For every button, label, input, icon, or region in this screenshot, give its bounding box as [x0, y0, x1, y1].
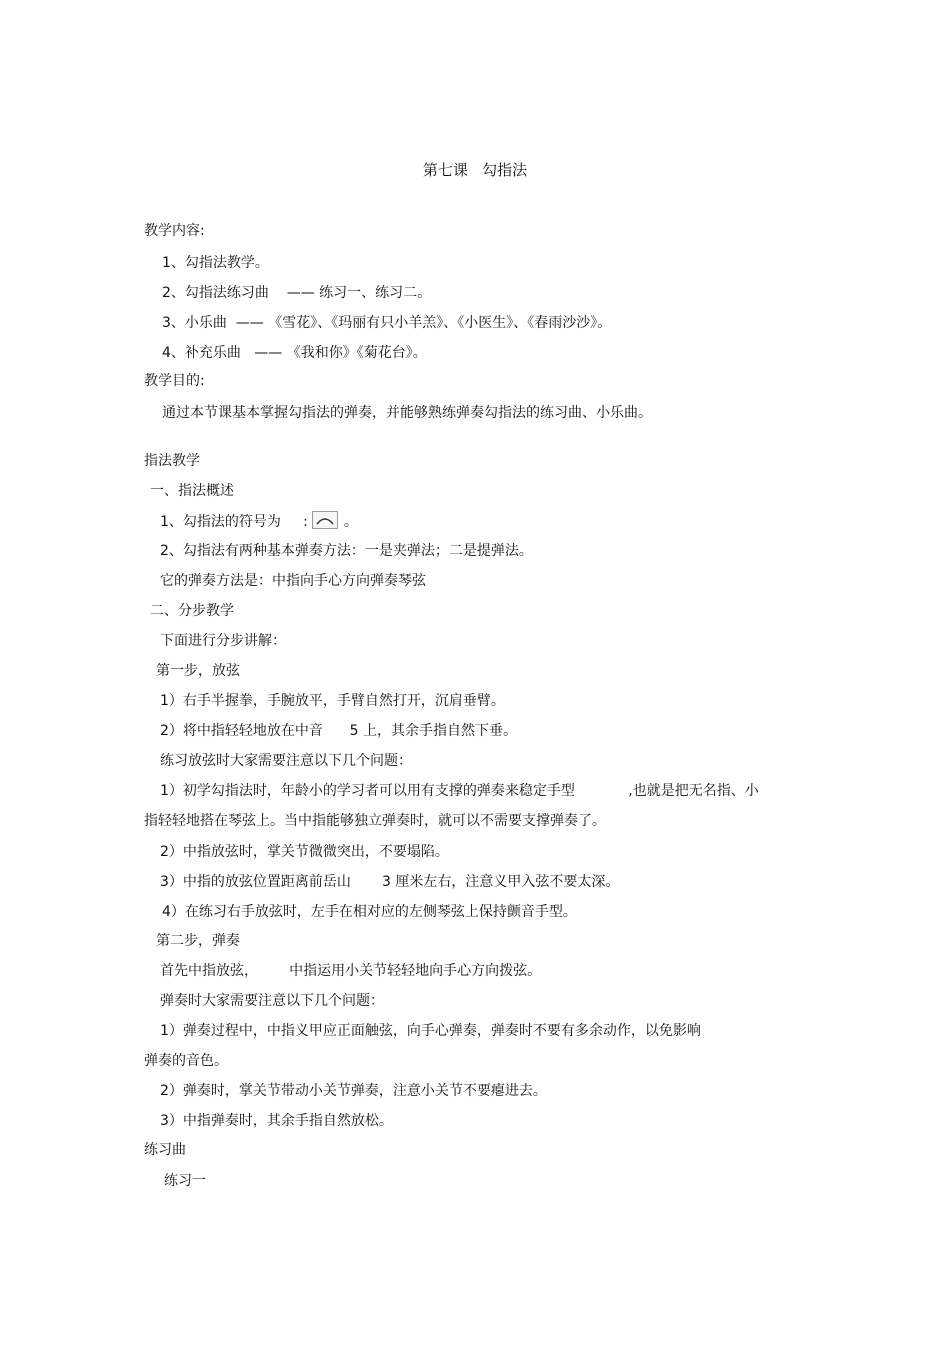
step2-heading: 第二步，弹奏: [156, 933, 240, 949]
page-title: 第七课 勾指法: [422, 161, 528, 179]
s1-item2: 2、勾指法有两种基本弹奏方法：一是夹弹法；二是提弹法。: [160, 543, 533, 559]
step2-note2: 2）弹奏时，掌关节带动小关节弹奏，注意小关节不要瘪进去。: [160, 1083, 547, 1099]
step1-note1-line1: 1）初学勾指法时，年龄小的学习者可以用有支撑的弹奏来稳定手型 ,也就是把无名指、小: [160, 783, 759, 799]
s1-item1-end: 。: [343, 514, 358, 530]
step2-note1-line1: 1）弹奏过程中，中指义甲应正面触弦，向手心弹奏，弹奏时不要有多余动作，以免影响: [160, 1023, 701, 1039]
etude-heading: 练习曲: [144, 1142, 186, 1158]
s1-item1: [160, 511, 358, 532]
goal-heading: 教学目的:: [144, 373, 205, 389]
step1-note1-line2: 指轻轻地搭在琴弦上。当中指能够独立弹奏时，就可以不需要支撑弹奏了。: [144, 813, 606, 829]
step1-notes-heading: 练习放弦时大家需要注意以下几个问题：: [160, 753, 412, 769]
goal-text: 通过本节课基本掌握勾指法的弹奏，并能够熟练弹奏勾指法的练习曲、小乐曲。: [162, 405, 652, 421]
step1-note4: 4）在练习右手放弦时，左手在相对应的左侧琴弦上保持颤音手型。: [162, 904, 577, 920]
step2-note3: 3）中指弹奏时，其余手指自然放松。: [160, 1113, 393, 1129]
section2-heading: 二、分步教学: [150, 603, 234, 619]
fingering-heading: 指法教学: [144, 453, 200, 469]
content-item: 4、补充乐曲 —— 《我和你》《菊花台》。: [162, 345, 427, 361]
step1-heading: 第一步，放弦: [156, 663, 240, 679]
content-item: 2、勾指法练习曲 —— 练习一、练习二。: [162, 285, 432, 301]
content-item: 1、勾指法教学。: [162, 255, 269, 271]
step1-note3: 3）中指的放弦位置距离前岳山 3 厘米左右，注意义甲入弦不要太深。: [160, 874, 620, 890]
s1-item1-text: 1、勾指法的符号为 :: [160, 514, 308, 530]
step2-notes-heading: 弹奏时大家需要注意以下几个问题：: [160, 993, 384, 1009]
step2-note1-line2: 弹奏的音色。: [144, 1053, 228, 1069]
content-item: 3、小乐曲 —— 《雪花》、《玛丽有只小羊羔》、《小医生》、《春雨沙沙》。: [162, 315, 612, 331]
step1-item: 2）将中指轻轻地放在中音 5 上，其余手指自然下垂。: [160, 723, 517, 739]
s1-item3: 它的弹奏方法是：中指向手心方向弹奏琴弦: [160, 573, 426, 589]
step1-note2: 2）中指放弦时，掌关节微微突出，不要塌陷。: [160, 844, 449, 860]
gou-symbol-icon: [312, 511, 338, 529]
etude-item: 练习一: [164, 1173, 206, 1189]
content-heading: 教学内容:: [144, 223, 205, 239]
step1-item: 1）右手半握拳，手腕放平，手臂自然打开，沉肩垂臂。: [160, 693, 505, 709]
section1-heading: 一、指法概述: [150, 483, 234, 499]
step2-text: 首先中指放弦， 中指运用小关节轻轻地向手心方向拨弦。: [160, 963, 542, 979]
s2-intro: 下面进行分步讲解：: [160, 633, 286, 649]
